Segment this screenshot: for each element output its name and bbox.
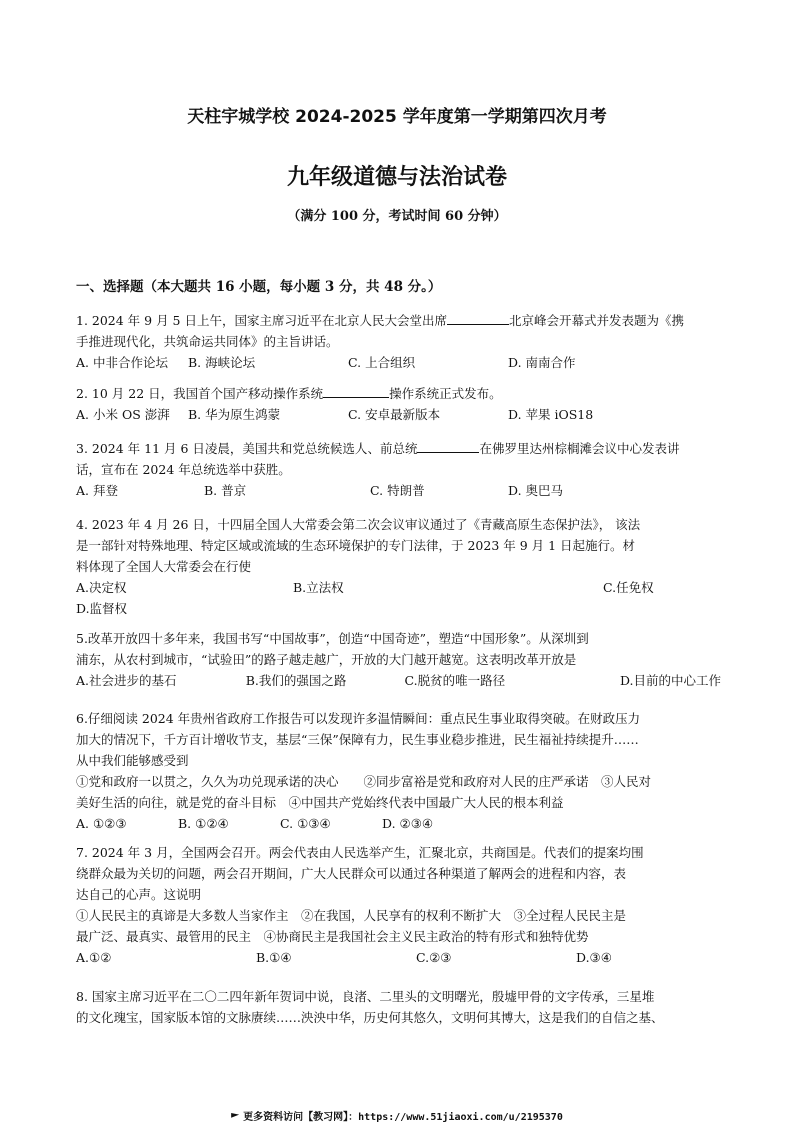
- option: D. 苹果 iOS18: [508, 407, 594, 422]
- question-text: 是一部针对特殊地理、特定区域或流域的生态环境保护的专门法律，于 2023 年 9 月 1 日起施行。材: [76, 538, 636, 553]
- question-3: [76, 438, 721, 501]
- question-text: 从中我们能够感受到: [76, 753, 189, 768]
- option: D. ②③④: [382, 816, 434, 831]
- option: C.任免权: [603, 580, 654, 595]
- question-text: ①党和政府一以贯之，久久为功兑现承诺的决心 ②同步富裕是党和政府对人民的庄严承诺 ③人民对: [76, 774, 652, 789]
- option: B. 华为原生鸿蒙: [188, 407, 281, 422]
- option: A.决定权: [76, 580, 127, 595]
- option: D.目前的中心工作: [619, 673, 721, 688]
- question-1: [76, 310, 721, 373]
- question-text: 话，宣布在 2024 年总统选举中获胜。: [76, 462, 291, 477]
- question-options: [76, 947, 721, 968]
- option: C. 安卓最新版本: [348, 407, 441, 422]
- question-text: 达自己的心声。这说明: [76, 887, 202, 902]
- question-text: 手推进现代化，共筑命运共同体》的主旨讲话。: [76, 334, 339, 349]
- footer-link[interactable]: [0, 1108, 794, 1123]
- option: B.①④: [256, 950, 292, 965]
- option: B. 海峡论坛: [188, 355, 256, 370]
- question-text: 绕群众最为关切的问题，两会召开期间，广大人民群众可以通过各种渠道了解两会的进程和内容，表: [76, 866, 627, 881]
- option: B. 普京: [204, 483, 247, 498]
- question-2: [76, 383, 721, 425]
- question-options: [76, 352, 721, 373]
- option: A. 拜登: [76, 483, 118, 498]
- option: B.立法权: [293, 580, 344, 595]
- question-options: [76, 577, 721, 598]
- option: C. 特朗普: [370, 483, 425, 498]
- answer-blank: [447, 310, 509, 325]
- option: A.社会进步的基石: [76, 673, 177, 688]
- question-7: [76, 842, 721, 968]
- question-text: 料体现了全国人大常委会在行使: [76, 559, 252, 574]
- section-title: 一、选择题（本大题共 16 小题，每小题 3 分，共 48 分。）: [76, 279, 442, 295]
- option: D.监督权: [76, 601, 128, 616]
- question-options-line2: [76, 598, 721, 619]
- answer-blank: [323, 383, 389, 398]
- flag-icon: [231, 1113, 239, 1121]
- footer-text: 更多资料访问【教习网】：https://www.51jiaoxi.com/u/2195370: [243, 1112, 563, 1123]
- question-options: [76, 670, 721, 691]
- option: B. ①②④: [178, 816, 229, 831]
- question-text: 1. 2024 年 9 月 5 日上午，国家主席习近平在北京人民大会堂出席 北京峰会开幕式并发表题为《携: [76, 310, 721, 331]
- option: D.③④: [576, 950, 612, 965]
- exam-note: （满分 100 分，考试时间 60 分钟）: [287, 209, 507, 224]
- answer-blank: [417, 438, 479, 453]
- option: C. ①③④: [280, 816, 331, 831]
- question-text: 3. 2024 年 11 月 6 日凌晨，美国共和党总统候选人、前总统 在佛罗里达州棕榈滩会议中心发表讲: [76, 438, 721, 459]
- option: A. 小米 OS 澎湃: [76, 407, 170, 422]
- option: B.我们的强国之路: [245, 673, 347, 688]
- question-options: [76, 404, 721, 425]
- option: A. ①②③: [76, 816, 127, 831]
- option: D. 奥巴马: [508, 483, 564, 498]
- question-options: [76, 480, 721, 501]
- question-text: 加大的情况下，千方百计增收节支，基层“三保”保障有力，民生事业稳步推进，民生福祉持续提升……: [76, 732, 639, 747]
- question-text: 2. 10 月 22 日，我国首个国产移动操作系统 操作系统正式发布。: [76, 383, 721, 404]
- option: A.①②: [76, 950, 112, 965]
- option: C.脱贫的唯一路径: [404, 673, 506, 688]
- option: C. 上合组织: [348, 355, 416, 370]
- option: A. 中非合作论坛: [76, 355, 168, 370]
- exam-title: 九年级道德与法治试卷: [286, 165, 507, 190]
- school-title: 天柱宇城学校 2024-2025 学年度第一学期第四次月考: [187, 107, 607, 127]
- question-6: [76, 708, 721, 834]
- question-text: 5.改革开放四十多年来，我国书写“中国故事”，创造“中国奇迹”，塑造“中国形象”。从深圳到: [76, 631, 589, 646]
- question-text: 6.仔细阅读 2024 年贵州省政府工作报告可以发现许多温情瞬间：重点民生事业取得突破。在财政压力: [76, 711, 641, 726]
- question-text: 美好生活的向往，就是党的奋斗目标 ④中国共产党始终代表中国最广大人民的根本利益: [76, 795, 564, 810]
- question-text: 最广泛、最真实、最管用的民主 ④协商民主是我国社会主义民主政治的特有形式和独特优势: [76, 929, 589, 944]
- question-text: ①人民民主的真谛是大多数人当家作主 ②在我国，人民享有的权利不断扩大 ③全过程人民民主是: [76, 908, 627, 923]
- question-8: [76, 986, 721, 1028]
- option: D. 南南合作: [508, 355, 576, 370]
- question-options: [76, 813, 721, 834]
- question-text: 4. 2023 年 4 月 26 日，十四届全国人大常委会第二次会议审议通过了《青藏高原生态保护法》， 该法: [76, 517, 641, 532]
- question-text: 的文化瑰宝，国家版本馆的文脉赓续……泱泱中华，历史何其悠久，文明何其博大，这是我们的自信之基、: [76, 1010, 664, 1025]
- question-5: [76, 628, 721, 691]
- option: C.②③: [416, 950, 452, 965]
- question-text: 浦东，从农村到城市，“试验田”的路子越走越广，开放的大门越开越宽。这表明改革开放是: [76, 652, 577, 667]
- question-text: 7. 2024 年 3 月，全国两会召开。两会代表由人民选举产生，汇聚北京，共商国是。代表们的提案均围: [76, 845, 644, 860]
- question-4: [76, 514, 721, 619]
- question-text: 8. 国家主席习近平在二〇二四年新年贺词中说，良渚、二里头的文明曙光，殷墟甲骨的文字传承，三星堆: [76, 989, 655, 1004]
